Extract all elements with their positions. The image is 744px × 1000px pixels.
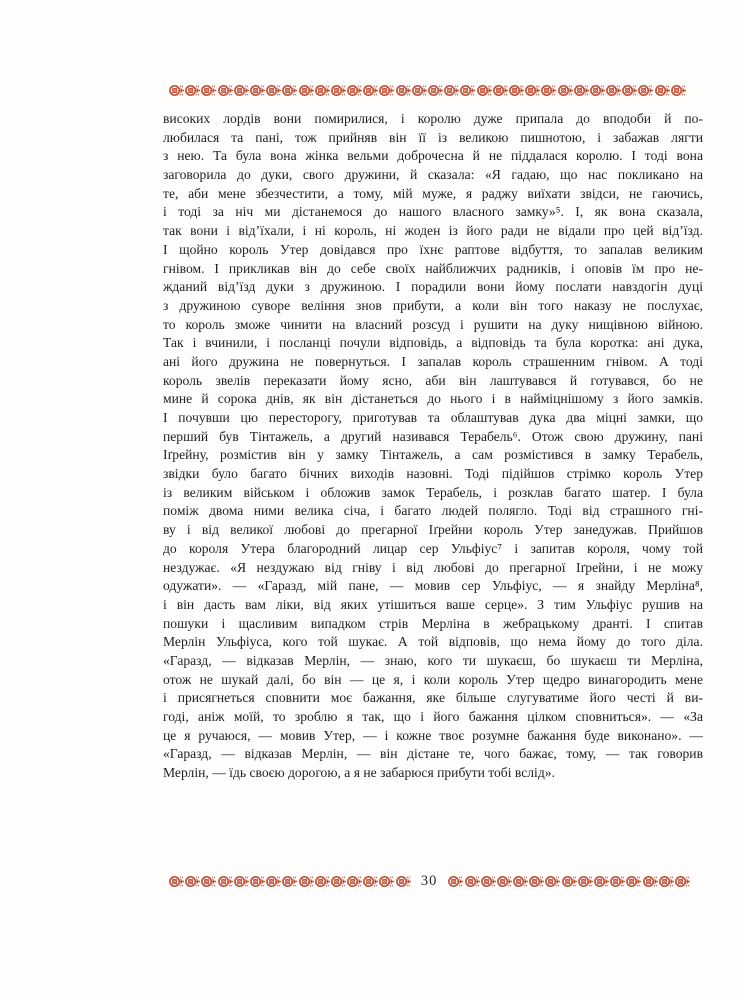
knot-chain-ornament-icon <box>443 84 459 97</box>
knot-chain-ornament-icon <box>447 875 463 888</box>
text-line: І почувши цю пересторогу, приготував та облаштував дука два міцні замки, що <box>163 410 703 425</box>
knot-chain-ornament-icon <box>573 84 589 97</box>
knot-chain-ornament-icon <box>674 875 690 888</box>
knot-chain-ornament-icon <box>378 84 394 97</box>
text-line: високих лордів вони помирилися, і королю дуже припала до вподоби й по- <box>163 111 703 126</box>
knot-chain-ornament-icon <box>395 84 411 97</box>
text-line: з дружиною суворе веління знов прибути, а коли він того наказу не послухає, <box>163 297 703 313</box>
text-line: нездужає. «Я нездужаю від гніву і від любові до прегарної Іґрейни, і не можу <box>163 559 703 575</box>
ornament-band-bottom-left <box>168 875 411 888</box>
knot-chain-ornament-icon <box>670 84 686 97</box>
knot-chain-ornament-icon <box>298 84 314 97</box>
text-line: з нею. Та була вона жінка вельми доброчесна й не піддалася королю. І тоді вона <box>163 148 703 164</box>
text-line: І щойно король Утер довідався про їхнє раптове відбуття, то запалав великим <box>163 241 703 257</box>
text-line: так вони і від’їхали, і ні король, ні жоден із його ради не відали про цей від’їзд. <box>163 223 703 239</box>
knot-chain-ornament-icon <box>314 84 330 97</box>
knot-chain-ornament-icon <box>561 875 577 888</box>
text-line: поміж двома ними велика січа, і багато людей полягло. Тоді від страшного гні- <box>163 503 703 519</box>
knot-chain-ornament-icon <box>233 875 249 888</box>
knot-chain-ornament-icon <box>298 875 314 888</box>
text-line: пошуки і щасливим випадком стрів Мерліна в жебрацькому дранті. І спитав <box>163 615 703 631</box>
knot-chain-ornament-icon <box>395 875 411 888</box>
text-line: жданий від’їзд дуки з дружиною. І порадили вони йому послати навздогін дуці <box>163 279 703 295</box>
knot-chain-ornament-icon <box>512 875 528 888</box>
text-line: «Гаразд, — відказав Мерлін, — він дістане те, чого бажає, тому, — так говорив <box>163 746 703 762</box>
ornament-band-top <box>168 84 687 97</box>
knot-chain-ornament-icon <box>411 84 427 97</box>
knot-chain-ornament-icon <box>265 84 281 97</box>
knot-chain-ornament-icon <box>609 875 625 888</box>
text-line: то король зможе чинити на власний розсуд і рушити на дуку нищівною війною. <box>163 316 703 332</box>
text-block <box>163 110 703 783</box>
knot-chain-ornament-icon <box>378 875 394 888</box>
knot-chain-ornament-icon <box>621 84 637 97</box>
knot-chain-ornament-icon <box>658 875 674 888</box>
page-number: 30 <box>420 873 438 889</box>
text-line: отож не шукай далі, бо він — це я, і коли король Утер щедро винагородить мене <box>163 671 703 687</box>
knot-chain-ornament-icon <box>362 84 378 97</box>
knot-chain-ornament-icon <box>459 84 475 97</box>
knot-chain-ornament-icon <box>217 84 233 97</box>
text-line: ву і від великої любові до прегарної Іґрейни король Утер занедужав. Прийшов <box>163 522 703 538</box>
knot-chain-ornament-icon <box>540 84 556 97</box>
knot-chain-ornament-icon <box>168 875 184 888</box>
knot-chain-ornament-icon <box>508 84 524 97</box>
text-line: Мерлін Ульфіуса, кого той шукає. А той відповів, що нема йому до того діла. <box>163 634 703 650</box>
knot-chain-ornament-icon <box>654 84 670 97</box>
knot-chain-ornament-icon <box>265 875 281 888</box>
knot-chain-ornament-icon <box>184 875 200 888</box>
text-line: любилася та пані, тож прийняв він її із великою пишнотою, і забажав лягти <box>163 129 703 145</box>
ornament-band-bottom-right <box>447 875 690 888</box>
knot-chain-ornament-icon <box>217 875 233 888</box>
text-line: це я ручаюся, — мовив Утер, — і кожне твоє розумне бажання буде виконано». — <box>163 727 703 743</box>
text-line: із великим військом і обложив замок Терабель, і розклав багато шатер. І була <box>163 484 703 500</box>
knot-chain-ornament-icon <box>427 84 443 97</box>
text-line: перший був Тінтажель, а другий називався Терабель⁶. Отож свою дружину, пані <box>163 428 703 444</box>
knot-chain-ornament-icon <box>249 875 265 888</box>
text-line: Так і вчинили, і посланці почули відповідь, а відповідь та була коротка: ані дука, <box>163 335 703 351</box>
text-line: Мерлін, — їдь своєю дорогою, а я не забарюся прибути тобі вслід». <box>163 765 555 781</box>
knot-chain-ornament-icon <box>362 875 378 888</box>
knot-chain-ornament-icon <box>557 84 573 97</box>
knot-chain-ornament-icon <box>589 84 605 97</box>
text-line: і присягнеться сповнити моє бажання, яке більше слугуватиме його честі й ви- <box>163 690 703 706</box>
knot-chain-ornament-icon <box>184 84 200 97</box>
text-line: одужати». — «Гаразд, мій пане, — мовив сер Ульфіус, — я знайду Мерліна⁸, <box>163 578 703 594</box>
text-line: мине й сорока днів, як він дістанеться до нього і в найміцнішому з його замків. <box>163 391 703 407</box>
text-line: «Гаразд, — відказав Мерлін, — знаю, кого ти шукаєш, бо шукаєш ти Мерліна, <box>163 652 703 668</box>
knot-chain-ornament-icon <box>496 875 512 888</box>
knot-chain-ornament-icon <box>200 875 216 888</box>
knot-chain-ornament-icon <box>281 84 297 97</box>
knot-chain-ornament-icon <box>200 84 216 97</box>
knot-chain-ornament-icon <box>281 875 297 888</box>
knot-chain-ornament-icon <box>330 84 346 97</box>
knot-chain-ornament-icon <box>642 875 658 888</box>
knot-chain-ornament-icon <box>330 875 346 888</box>
text-line: до короля Утера благородний лицар сер Ульфіус⁷ і запитав короля, чому той <box>163 540 703 556</box>
knot-chain-ornament-icon <box>544 875 560 888</box>
text-line: гнівом. І прикликав він до себе своїх найближчих радників, і оповів їм про не- <box>163 260 703 276</box>
text-line: ані його дружина не повернуться. І запалав король страшенним гнівом. А тоді <box>163 353 703 369</box>
knot-chain-ornament-icon <box>314 875 330 888</box>
page-footer <box>168 874 687 889</box>
knot-chain-ornament-icon <box>593 875 609 888</box>
knot-chain-ornament-icon <box>480 875 496 888</box>
text-line: і тоді за ніч ми дістанемося до нашого власного замку»⁵. І, як вона сказала, <box>163 204 703 220</box>
knot-chain-ornament-icon <box>168 84 184 97</box>
knot-chain-ornament-icon <box>528 875 544 888</box>
knot-chain-ornament-icon <box>524 84 540 97</box>
text-line: король звелів переказати йому ясно, аби він лаштувався й готувався, бо не <box>163 372 703 388</box>
knot-chain-ornament-icon <box>577 875 593 888</box>
knot-chain-ornament-icon <box>476 84 492 97</box>
text-line: годі, аніж моїй, то зроблю я так, що і його бажання цілком сповниться». — «За <box>163 709 703 724</box>
knot-chain-ornament-icon <box>233 84 249 97</box>
knot-chain-ornament-icon <box>346 875 362 888</box>
text-line: те, аби мене збезчестити, а тому, мій муже, я раджу виїхати звідси, не гаючись, <box>163 185 703 201</box>
knot-chain-ornament-icon <box>464 875 480 888</box>
knot-chain-ornament-icon <box>492 84 508 97</box>
text-line: звідки було багато бічних виходів назовні. Тоді підійшов стрімко король Утер <box>163 466 703 482</box>
knot-chain-ornament-icon <box>637 84 653 97</box>
knot-chain-ornament-icon <box>249 84 265 97</box>
text-line: і він дасть вам ліки, від яких утішиться ваше серце». З тим Ульфіус рушив на <box>163 596 703 612</box>
knot-chain-ornament-icon <box>346 84 362 97</box>
text-line: Іґрейну, розмістив він у замку Тінтажель, а сам розмістився в замку Терабель, <box>163 447 703 463</box>
text-line: заговорила до дуки, свого дружини, й сказала: «Я гадаю, що нас покликано на <box>163 167 703 183</box>
knot-chain-ornament-icon <box>605 84 621 97</box>
knot-chain-ornament-icon <box>625 875 641 888</box>
